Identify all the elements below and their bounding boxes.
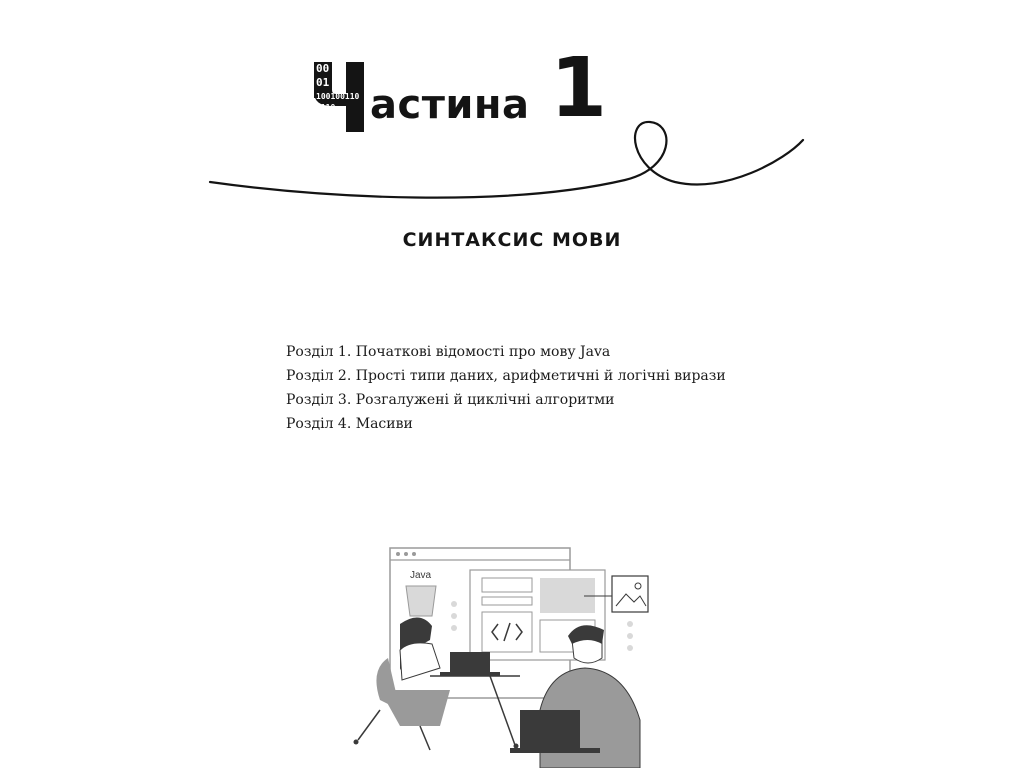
java-label: Java (410, 570, 432, 581)
image-icon (612, 576, 648, 612)
programmers-illustration (340, 540, 670, 768)
decorative-swirl-line (205, 110, 815, 220)
toc-item: Розділ 2. Прості типи даних, арифметичні й логічні вирази (286, 368, 726, 384)
toc-item: Розділ 3. Розгалужені й циклічні алгоритми (286, 392, 615, 408)
binary-overlay-line-4: 1110 (316, 103, 336, 112)
java-cup-icon (406, 586, 436, 616)
part-subtitle: СИНТАКСИС МОВИ (402, 229, 622, 251)
toc-item: Розділ 1. Початкові відомості про мову Java (286, 344, 611, 360)
binary-overlay-line-3: 100100110 (316, 92, 360, 101)
binary-overlay-line-2: 01 (316, 76, 330, 89)
title-text: астина (370, 82, 530, 128)
table-of-contents (286, 340, 726, 436)
chapter-number: 1 (550, 41, 608, 136)
binary-overlay-line-1: 00 1 (316, 62, 343, 75)
toc-item: Розділ 4. Масиви (286, 416, 413, 432)
